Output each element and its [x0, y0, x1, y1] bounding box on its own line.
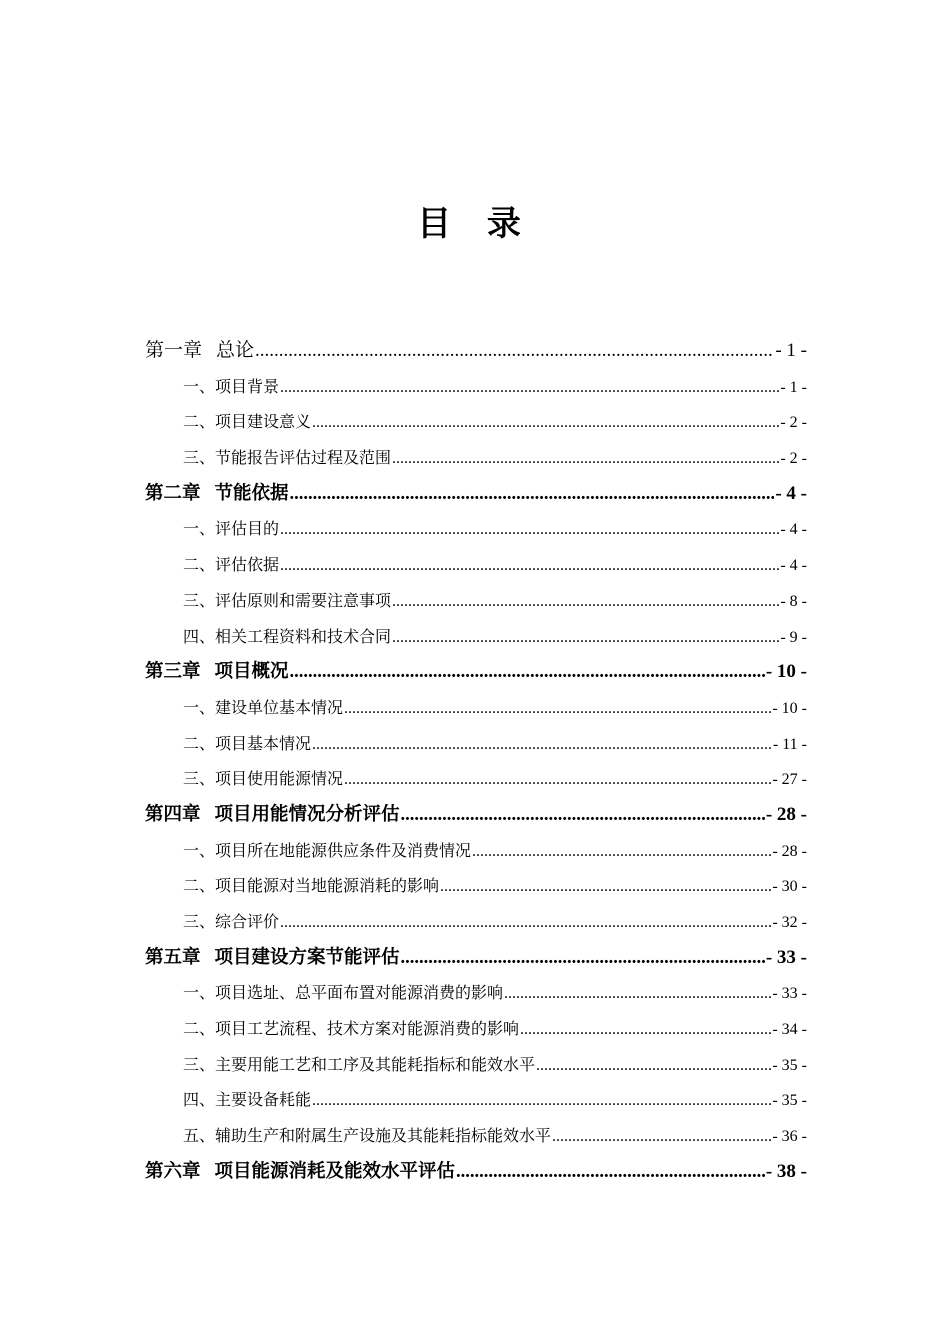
- toc-entry-label: [145, 1154, 455, 1190]
- toc-entry-label: [145, 333, 254, 369]
- toc-dot-leader: [280, 905, 771, 940]
- toc-entry-text: 二、项目工艺流程、技术方案对能源消费的影响: [183, 1019, 520, 1039]
- toc-list: [145, 333, 807, 1190]
- toc-chapter-entry[interactable]: [145, 333, 807, 369]
- toc-entry-text: 四、主要设备耗能: [183, 1090, 312, 1110]
- toc-dot-leader: [536, 1048, 771, 1083]
- toc-entry-label: [183, 868, 439, 904]
- toc-page-number: - 2 -: [780, 450, 807, 468]
- toc-section-entry[interactable]: [145, 761, 807, 797]
- toc-entry-label: [183, 833, 471, 869]
- toc-section-entry[interactable]: [145, 833, 807, 869]
- toc-page-number: - 4 -: [780, 521, 807, 539]
- toc-dot-leader: [312, 727, 772, 762]
- toc-chapter-entry[interactable]: [145, 654, 807, 690]
- toc-chapter-entry[interactable]: [145, 797, 807, 833]
- toc-entry-label: [183, 975, 503, 1011]
- toc-chapter-number: 第六章: [145, 1160, 201, 1182]
- toc-section-entry[interactable]: [145, 904, 807, 940]
- toc-entry-text: 节能依据: [214, 482, 289, 504]
- toc-entry-text: 三、节能报告评估过程及范围: [183, 448, 392, 468]
- toc-page-number: - 9 -: [780, 628, 807, 646]
- toc-chapter-number: 第三章: [145, 661, 201, 683]
- toc-chapter-number: 第二章: [145, 482, 201, 504]
- toc-dot-leader: [344, 762, 771, 797]
- toc-entry-text: 二、项目能源对当地能源消耗的影响: [183, 876, 440, 896]
- toc-page-number: - 33 -: [765, 946, 807, 968]
- toc-section-entry[interactable]: [145, 868, 807, 904]
- toc-entry-label: [183, 619, 391, 655]
- toc-entry-label: [183, 904, 279, 940]
- toc-section-entry[interactable]: [145, 369, 807, 405]
- toc-section-entry[interactable]: [145, 619, 807, 655]
- toc-page-number: - 1 -: [780, 378, 807, 396]
- toc-page-number: - 34 -: [772, 1021, 807, 1039]
- toc-entry-label: [183, 1047, 535, 1083]
- toc-entry-label: [183, 726, 311, 762]
- toc-dot-leader: [472, 834, 771, 869]
- toc-page-number: - 28 -: [765, 803, 807, 825]
- toc-dot-leader: [312, 1083, 771, 1118]
- toc-page-number: - 27 -: [772, 771, 807, 789]
- toc-entry-label: [183, 404, 311, 440]
- toc-page-number: - 10 -: [765, 661, 807, 683]
- toc-entry-text: 三、主要用能工艺和工序及其能耗指标和能效水平: [183, 1054, 536, 1074]
- toc-entry-label: [183, 369, 279, 405]
- toc-title: 目 录: [417, 204, 533, 244]
- toc-section-entry[interactable]: [145, 547, 807, 583]
- toc-section-entry[interactable]: [145, 690, 807, 726]
- toc-entry-text: 总论: [216, 339, 255, 361]
- toc-entry-text: 一、评估目的: [183, 519, 280, 539]
- toc-page-number: - 8 -: [780, 592, 807, 610]
- toc-page-number: - 33 -: [772, 985, 807, 1003]
- toc-entry-text: 二、项目建设意义: [183, 412, 312, 432]
- toc-section-entry[interactable]: [145, 1118, 807, 1154]
- toc-page-number: - 28 -: [772, 842, 807, 860]
- toc-entry-text: 一、项目选址、总平面布置对能源消费的影响: [183, 983, 504, 1003]
- toc-entry-text: 三、综合评价: [183, 912, 280, 931]
- toc-chapter-number: 第五章: [145, 946, 201, 968]
- toc-dot-leader: [401, 798, 765, 833]
- toc-entry-label: [183, 547, 279, 583]
- toc-entry-label: [145, 654, 289, 690]
- toc-entry-text: 三、项目使用能源情况: [183, 769, 344, 789]
- toc-dot-leader: [552, 1119, 771, 1154]
- toc-section-entry[interactable]: [145, 726, 807, 762]
- toc-section-entry[interactable]: [145, 404, 807, 440]
- toc-entry-text: 五、辅助生产和附属生产设施及其能耗指标能效水平: [183, 1126, 552, 1146]
- toc-entry-text: 一、项目所在地能源供应条件及消费情况: [183, 840, 472, 860]
- toc-page-number: - 30 -: [772, 878, 807, 896]
- toc-dot-leader: [456, 1155, 765, 1190]
- toc-dot-leader: [344, 691, 771, 726]
- toc-entry-text: 四、相关工程资料和技术合同: [183, 626, 392, 646]
- toc-dot-leader: [520, 1012, 771, 1047]
- toc-chapter-entry[interactable]: [145, 940, 807, 976]
- toc-section-entry[interactable]: [145, 1047, 807, 1083]
- toc-dot-leader: [504, 976, 771, 1011]
- toc-entry-text: 项目建设方案节能评估: [214, 946, 400, 968]
- toc-entry-text: 一、项目背景: [183, 376, 280, 396]
- toc-dot-leader: [392, 620, 779, 655]
- toc-dot-leader: [401, 941, 765, 976]
- toc-entry-label: [183, 440, 391, 476]
- toc-chapter-number: 第四章: [145, 803, 201, 825]
- toc-entry-label: [183, 761, 343, 797]
- toc-dot-leader: [392, 441, 779, 476]
- toc-dot-leader: [312, 405, 779, 440]
- toc-page-number: - 36 -: [772, 1128, 807, 1146]
- toc-entry-label: [145, 940, 400, 976]
- toc-entry-text: 三、评估原则和需要注意事项: [183, 590, 392, 610]
- toc-section-entry[interactable]: [145, 440, 807, 476]
- toc-entry-label: [183, 1082, 311, 1118]
- toc-page-number: - 35 -: [772, 1056, 807, 1074]
- toc-entry-text: 项目用能情况分析评估: [214, 803, 400, 825]
- toc-dot-leader: [290, 655, 765, 690]
- toc-page-number: - 2 -: [780, 414, 807, 432]
- toc-dot-leader: [280, 370, 779, 405]
- toc-chapter-entry[interactable]: [145, 476, 807, 512]
- toc-dot-leader: [255, 333, 774, 369]
- toc-chapter-entry[interactable]: [145, 1154, 807, 1190]
- toc-dot-leader: [290, 477, 775, 512]
- toc-entry-label: [145, 476, 289, 512]
- toc-page-number: - 35 -: [772, 1092, 807, 1110]
- toc-page-number: - 38 -: [765, 1160, 807, 1182]
- toc-entry-label: [183, 1118, 551, 1154]
- toc-entry-text: 一、建设单位基本情况: [183, 697, 344, 717]
- toc-dot-leader: [440, 869, 771, 904]
- toc-page-number: - 1 -: [775, 340, 807, 361]
- toc-entry-text: 二、评估依据: [183, 555, 280, 575]
- toc-section-entry[interactable]: [145, 583, 807, 619]
- toc-section-entry[interactable]: [145, 1082, 807, 1118]
- toc-section-entry[interactable]: [145, 975, 807, 1011]
- toc-entry-label: [183, 1011, 519, 1047]
- toc-dot-leader: [280, 548, 779, 583]
- toc-entry-text: 项目能源消耗及能效水平评估: [214, 1160, 456, 1182]
- toc-page-number: - 4 -: [775, 482, 807, 504]
- toc-section-entry[interactable]: [145, 1011, 807, 1047]
- toc-dot-leader: [392, 584, 779, 619]
- toc-page-number: - 10 -: [772, 699, 807, 717]
- toc-entry-label: [145, 797, 400, 833]
- toc-chapter-number: 第一章: [145, 339, 203, 361]
- toc-entry-text: 二、项目基本情况: [183, 733, 312, 753]
- toc-entry-label: [183, 690, 343, 726]
- toc-page-number: - 11 -: [772, 735, 807, 753]
- toc-page-number: - 32 -: [772, 914, 807, 931]
- toc-entry-text: 项目概况: [214, 661, 289, 683]
- toc-entry-label: [183, 511, 279, 547]
- toc-section-entry[interactable]: [145, 511, 807, 547]
- toc-page-number: - 4 -: [780, 557, 807, 575]
- toc-entry-label: [183, 583, 391, 619]
- toc-dot-leader: [280, 512, 779, 547]
